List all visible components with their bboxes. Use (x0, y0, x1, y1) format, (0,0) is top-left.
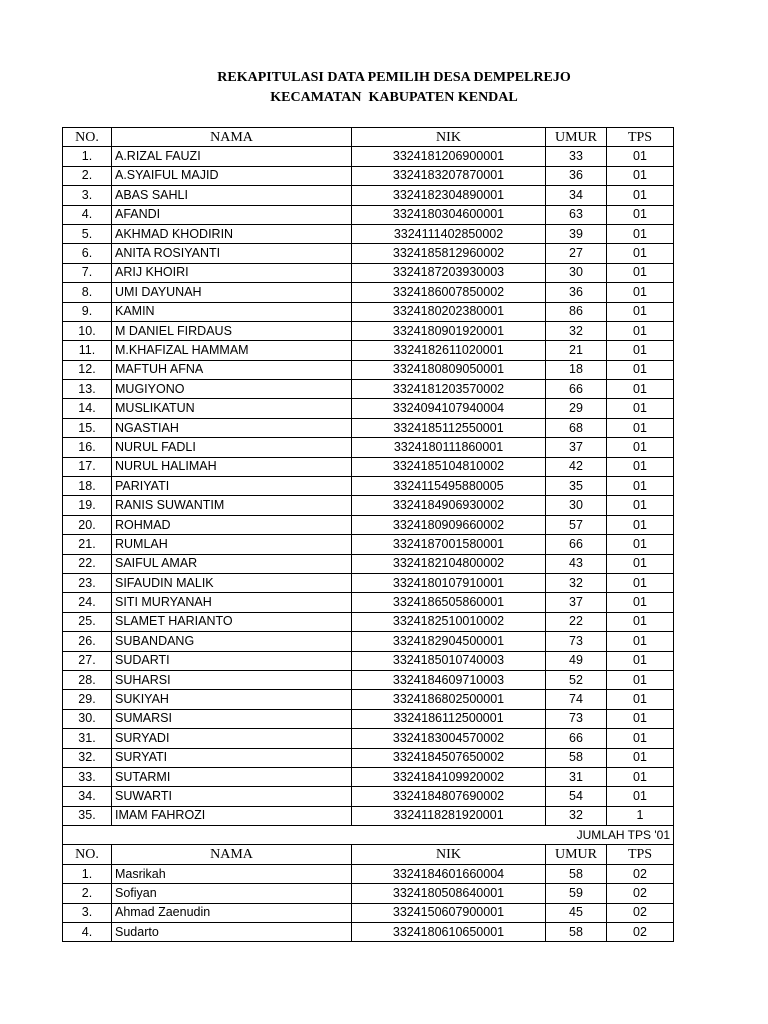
voter-name: SUTARMI (112, 767, 352, 786)
voter-name: PARIYATI (112, 477, 352, 496)
voter-name: SURYATI (112, 748, 352, 767)
row-number: 25. (63, 612, 112, 631)
voter-nik: 3324183004570002 (352, 729, 546, 748)
voter-age: 31 (546, 767, 607, 786)
voter-age: 42 (546, 457, 607, 476)
voter-nik: 3324187203930003 (352, 263, 546, 282)
table-row (63, 341, 674, 360)
voter-age: 45 (546, 903, 607, 922)
voter-age: 58 (546, 864, 607, 883)
voter-age: 30 (546, 496, 607, 515)
voter-tps: 01 (607, 573, 674, 592)
voter-tps: 01 (607, 632, 674, 651)
voter-age: 35 (546, 477, 607, 496)
voter-nik: 3324111402850002 (352, 224, 546, 243)
voter-nik: 3324185112550001 (352, 418, 546, 437)
voter-nik: 3324185104810002 (352, 457, 546, 476)
row-number: 19. (63, 496, 112, 515)
voter-name: Sudarto (112, 923, 352, 942)
row-number: 6. (63, 244, 112, 263)
voter-age: 27 (546, 244, 607, 263)
voter-nik: 3324182304890001 (352, 186, 546, 205)
voter-age: 49 (546, 651, 607, 670)
voter-name: SUBANDANG (112, 632, 352, 651)
voter-age: 58 (546, 923, 607, 942)
voter-tps: 01 (607, 244, 674, 263)
voter-name: A.SYAIFUL MAJID (112, 166, 352, 185)
voter-name: ARIJ KHOIRI (112, 263, 352, 282)
voter-name: SIFAUDIN MALIK (112, 573, 352, 592)
voter-nik: 3324182611020001 (352, 341, 546, 360)
voter-name: SUHARSI (112, 670, 352, 689)
table-row (63, 729, 674, 748)
table-row (63, 748, 674, 767)
voter-tps: 01 (607, 341, 674, 360)
table-row (63, 147, 674, 166)
row-number: 20. (63, 515, 112, 534)
voter-name: SUKIYAH (112, 690, 352, 709)
voter-tps: 01 (607, 399, 674, 418)
voter-age: 39 (546, 224, 607, 243)
header-nik: NIK (352, 128, 546, 147)
voter-age: 43 (546, 554, 607, 573)
voter-tps: 1 (607, 806, 674, 825)
voter-table-body (63, 128, 674, 942)
row-number: 4. (63, 923, 112, 942)
table-row (63, 535, 674, 554)
voter-name: AKHMAD KHODIRIN (112, 224, 352, 243)
voter-age: 36 (546, 166, 607, 185)
voter-age: 37 (546, 438, 607, 457)
row-number: 11. (63, 341, 112, 360)
voter-nik: 3324118281920001 (352, 806, 546, 825)
voter-name: M DANIEL FIRDAUS (112, 321, 352, 340)
voter-nik: 3324186505860001 (352, 593, 546, 612)
voter-age: 37 (546, 593, 607, 612)
summary-label: JUMLAH TPS '01 (63, 826, 674, 845)
voter-tps: 01 (607, 767, 674, 786)
voter-nik: 3324185812960002 (352, 244, 546, 263)
voter-tps: 01 (607, 457, 674, 476)
voter-tps: 01 (607, 496, 674, 515)
row-number: 24. (63, 593, 112, 612)
row-number: 10. (63, 321, 112, 340)
voter-nik: 3324186802500001 (352, 690, 546, 709)
voter-age: 58 (546, 748, 607, 767)
voter-name: ANITA ROSIYANTI (112, 244, 352, 263)
row-number: 30. (63, 709, 112, 728)
voter-nik: 3324184609710003 (352, 670, 546, 689)
header-tps: TPS (607, 845, 674, 864)
voter-nik: 3324180610650001 (352, 923, 546, 942)
row-number: 29. (63, 690, 112, 709)
voter-name: UMI DAYUNAH (112, 283, 352, 302)
row-number: 27. (63, 651, 112, 670)
voter-tps: 02 (607, 884, 674, 903)
voter-tps: 01 (607, 709, 674, 728)
voter-tps: 01 (607, 302, 674, 321)
voter-tps: 01 (607, 670, 674, 689)
voter-age: 29 (546, 399, 607, 418)
voter-table (62, 127, 674, 942)
table-row (63, 864, 674, 883)
voter-nik: 3324180107910001 (352, 573, 546, 592)
voter-name: MUSLIKATUN (112, 399, 352, 418)
table-row (63, 651, 674, 670)
table-row (63, 767, 674, 786)
voter-tps: 01 (607, 515, 674, 534)
row-number: 28. (63, 670, 112, 689)
voter-name: MUGIYONO (112, 380, 352, 399)
voter-tps: 01 (607, 593, 674, 612)
voter-age: 18 (546, 360, 607, 379)
row-number: 35. (63, 806, 112, 825)
voter-tps: 01 (607, 360, 674, 379)
voter-name: ABAS SAHLI (112, 186, 352, 205)
voter-age: 59 (546, 884, 607, 903)
table-row (63, 321, 674, 340)
header-umur: UMUR (546, 845, 607, 864)
table-row (63, 263, 674, 282)
voter-name: SUWARTI (112, 787, 352, 806)
voter-age: 66 (546, 380, 607, 399)
row-number: 2. (63, 166, 112, 185)
voter-age: 21 (546, 341, 607, 360)
table-row (63, 787, 674, 806)
row-number: 2. (63, 884, 112, 903)
header-nama: NAMA (112, 128, 352, 147)
title-line-2: KECAMATAN KABUPATEN KENDAL (270, 90, 518, 105)
voter-nik: 3324180202380001 (352, 302, 546, 321)
voter-tps: 02 (607, 864, 674, 883)
voter-tps: 01 (607, 205, 674, 224)
voter-tps: 01 (607, 186, 674, 205)
row-number: 18. (63, 477, 112, 496)
voter-tps: 02 (607, 903, 674, 922)
table-row (63, 477, 674, 496)
table-row (63, 593, 674, 612)
row-number: 7. (63, 263, 112, 282)
voter-tps: 01 (607, 554, 674, 573)
row-number: 33. (63, 767, 112, 786)
voter-nik: 3324184906930002 (352, 496, 546, 515)
row-number: 12. (63, 360, 112, 379)
table-row (63, 632, 674, 651)
table-row (63, 438, 674, 457)
row-number: 9. (63, 302, 112, 321)
voter-age: 66 (546, 535, 607, 554)
voter-name: RANIS SUWANTIM (112, 496, 352, 515)
row-number: 22. (63, 554, 112, 573)
row-number: 4. (63, 205, 112, 224)
voter-age: 63 (546, 205, 607, 224)
table-row (63, 690, 674, 709)
voter-tps: 01 (607, 438, 674, 457)
voter-nik: 3324182510010002 (352, 612, 546, 631)
voter-nik: 3324185010740003 (352, 651, 546, 670)
voter-name: A.RIZAL FAUZI (112, 147, 352, 166)
voter-name: SUDARTI (112, 651, 352, 670)
voter-name: MAFTUH AFNA (112, 360, 352, 379)
voter-tps: 01 (607, 748, 674, 767)
header-nik: NIK (352, 845, 546, 864)
voter-name: SAIFUL AMAR (112, 554, 352, 573)
voter-tps: 01 (607, 729, 674, 748)
voter-nik: 3324184807690002 (352, 787, 546, 806)
table-row (63, 496, 674, 515)
voter-nik: 3324182104800002 (352, 554, 546, 573)
title-line-1: REKAPITULASI DATA PEMILIH DESA DEMPELREJO (217, 70, 571, 85)
voter-age: 32 (546, 573, 607, 592)
voter-tps: 01 (607, 166, 674, 185)
voter-name: KAMIN (112, 302, 352, 321)
voter-nik: 3324184109920002 (352, 767, 546, 786)
table-row (63, 515, 674, 534)
voter-age: 34 (546, 186, 607, 205)
voter-tps: 01 (607, 535, 674, 554)
row-number: 3. (63, 903, 112, 922)
row-number: 3. (63, 186, 112, 205)
voter-tps: 01 (607, 787, 674, 806)
voter-age: 66 (546, 729, 607, 748)
header-umur: UMUR (546, 128, 607, 147)
voter-nik: 3324181203570002 (352, 380, 546, 399)
voter-age: 73 (546, 632, 607, 651)
voter-tps: 01 (607, 147, 674, 166)
table-row (63, 418, 674, 437)
row-number: 14. (63, 399, 112, 418)
table-row (63, 399, 674, 418)
voter-name: Masrikah (112, 864, 352, 883)
voter-tps: 02 (607, 923, 674, 942)
voter-name: RUMLAH (112, 535, 352, 554)
table-header-row-tps02 (63, 845, 674, 864)
row-number: 8. (63, 283, 112, 302)
voter-nik: 3324184507650002 (352, 748, 546, 767)
row-number: 23. (63, 573, 112, 592)
voter-tps: 01 (607, 477, 674, 496)
table-row (63, 612, 674, 631)
table-row (63, 670, 674, 689)
table-row (63, 360, 674, 379)
voter-name: NGASTIAH (112, 418, 352, 437)
table-row (63, 205, 674, 224)
voter-age: 74 (546, 690, 607, 709)
voter-nik: 3324186112500001 (352, 709, 546, 728)
voter-age: 32 (546, 806, 607, 825)
voter-age: 86 (546, 302, 607, 321)
row-number: 15. (63, 418, 112, 437)
voter-name: Ahmad Zaenudin (112, 903, 352, 922)
voter-name: ROHMAD (112, 515, 352, 534)
row-number: 26. (63, 632, 112, 651)
voter-nik: 3324180304600001 (352, 205, 546, 224)
voter-name: NURUL HALIMAH (112, 457, 352, 476)
row-number: 16. (63, 438, 112, 457)
table-row (63, 380, 674, 399)
voter-name: NURUL FADLI (112, 438, 352, 457)
header-tps: TPS (607, 128, 674, 147)
row-number: 1. (63, 147, 112, 166)
voter-age: 68 (546, 418, 607, 437)
row-number: 13. (63, 380, 112, 399)
voter-nik: 3324180111860001 (352, 438, 546, 457)
voter-age: 33 (546, 147, 607, 166)
row-number: 31. (63, 729, 112, 748)
voter-nik: 3324186007850002 (352, 283, 546, 302)
voter-nik: 3324181206900001 (352, 147, 546, 166)
voter-tps: 01 (607, 283, 674, 302)
voter-nik: 3324115495880005 (352, 477, 546, 496)
row-number: 21. (63, 535, 112, 554)
voter-name: SURYADI (112, 729, 352, 748)
table-row (63, 573, 674, 592)
row-number: 32. (63, 748, 112, 767)
voter-name: Sofiyan (112, 884, 352, 903)
voter-name: SLAMET HARIANTO (112, 612, 352, 631)
table-row (63, 186, 674, 205)
voter-nik: 3324180508640001 (352, 884, 546, 903)
row-number: 17. (63, 457, 112, 476)
voter-nik: 3324180809050001 (352, 360, 546, 379)
table-row (63, 884, 674, 903)
voter-age: 73 (546, 709, 607, 728)
table-row (63, 554, 674, 573)
row-number: 34. (63, 787, 112, 806)
voter-age: 52 (546, 670, 607, 689)
voter-name: SUMARSI (112, 709, 352, 728)
voter-nik: 3324150607900001 (352, 903, 546, 922)
voter-tps: 01 (607, 224, 674, 243)
voter-nik: 3324183207870001 (352, 166, 546, 185)
table-header-row-tps01 (63, 128, 674, 147)
voter-age: 54 (546, 787, 607, 806)
table-row (63, 244, 674, 263)
table-row (63, 903, 674, 922)
voter-tps: 01 (607, 321, 674, 340)
header-nama: NAMA (112, 845, 352, 864)
voter-age: 22 (546, 612, 607, 631)
table-row (63, 302, 674, 321)
voter-age: 32 (546, 321, 607, 340)
voter-age: 30 (546, 263, 607, 282)
summary-row (63, 826, 674, 845)
table-row (63, 709, 674, 728)
voter-nik: 3324182904500001 (352, 632, 546, 651)
voter-nik: 3324180909660002 (352, 515, 546, 534)
voter-tps: 01 (607, 690, 674, 709)
header-no: NO. (63, 845, 112, 864)
voter-tps: 01 (607, 612, 674, 631)
table-row (63, 806, 674, 825)
voter-nik: 3324184601660004 (352, 864, 546, 883)
voter-name: SITI MURYANAH (112, 593, 352, 612)
voter-tps: 01 (607, 418, 674, 437)
voter-name: M.KHAFIZAL HAMMAM (112, 341, 352, 360)
table-row (63, 457, 674, 476)
voter-nik: 3324187001580001 (352, 535, 546, 554)
voter-tps: 01 (607, 380, 674, 399)
voter-nik: 3324180901920001 (352, 321, 546, 340)
voter-name: IMAM FAHROZI (112, 806, 352, 825)
header-no: NO. (63, 128, 112, 147)
voter-tps: 01 (607, 651, 674, 670)
row-number: 5. (63, 224, 112, 243)
table-row (63, 923, 674, 942)
voter-name: AFANDI (112, 205, 352, 224)
voter-nik: 3324094107940004 (352, 399, 546, 418)
row-number: 1. (63, 864, 112, 883)
voter-age: 57 (546, 515, 607, 534)
table-row (63, 166, 674, 185)
table-row (63, 224, 674, 243)
voter-age: 36 (546, 283, 607, 302)
table-row (63, 283, 674, 302)
voter-tps: 01 (607, 263, 674, 282)
